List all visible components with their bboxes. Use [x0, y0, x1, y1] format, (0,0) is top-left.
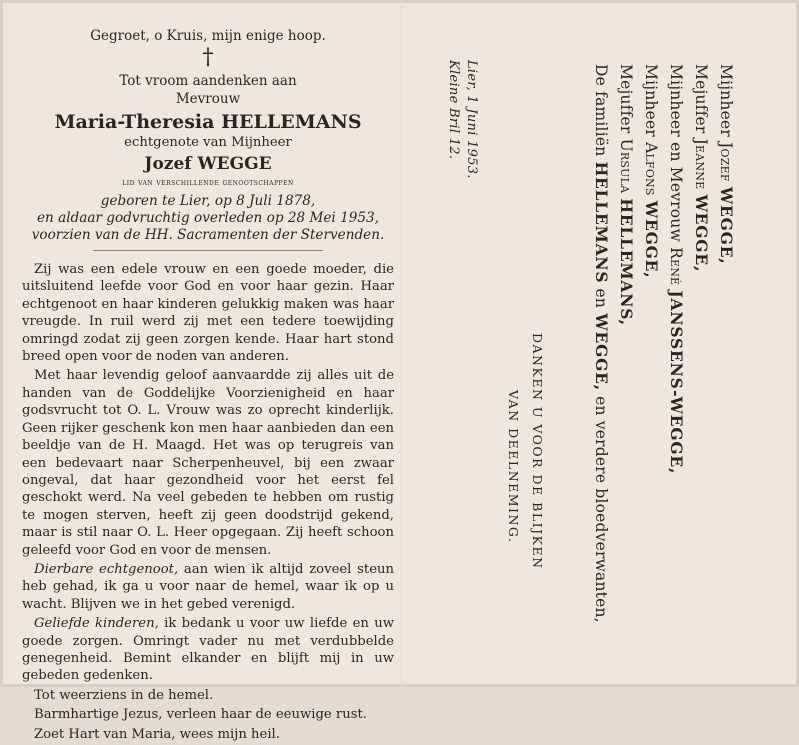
- family-last-name: JANSSENS-WEGGE,: [667, 290, 686, 475]
- spouse-name: [22, 153, 394, 175]
- born-line: geboren te Lier, op 8 Juli 1878,: [100, 193, 316, 210]
- family-line-5: [617, 64, 636, 326]
- deceased-first-name: Maria-Theresia: [54, 111, 215, 134]
- paragraph: Tot weerziens in de hemel.: [34, 687, 214, 703]
- family-conjunction: en: [592, 288, 610, 309]
- family-line-6: [592, 64, 611, 623]
- spouse-of-line: echtgenote van Mijnheer: [124, 135, 292, 151]
- divider: [93, 250, 323, 251]
- paragraph: [22, 561, 394, 613]
- paragraph: Zoet Hart van Maria, wees mijn heil.: [34, 726, 280, 742]
- sacraments-line: voorzien van de HH. Sacramenten der Stervenden.: [31, 227, 385, 244]
- family-suffix: en verdere bloedverwanten,: [592, 396, 610, 623]
- deceased-last-name: HELLEMANS: [221, 111, 362, 134]
- left-panel: [22, 14, 394, 745]
- family-prefix: De familiën: [592, 64, 610, 157]
- family-last-name: HELLEMANS,: [617, 198, 636, 326]
- paragraph: Met haar levendig geloof aanvaardde zij alles uit de handen van de Goddelijke Voorzienigheid en haar godsvrucht tot O. L. Vrouw was zo oprecht kinderlijk. Geen rijker geschenk kon men haar aanbieden dan een beeldje van de H. Maagd. Het was op terugreis van een bedevaart naar Scherpenheuvel, bij een zwaar ongeval, dat haar gezondheid voor het eerst fel geschokt werd. Na veel gebeden te hebben om rustig te mogen sterven, heeft zij geen doodstrijd gekend, maar is stil naar O. L. Heer opgegaan. Zij heeft schoon geleefd voor God en voor de mensen.: [22, 368, 394, 558]
- family-first-name: René: [667, 247, 685, 286]
- address-line: Kleine Bril 12.: [446, 60, 461, 160]
- family-line-4: [642, 64, 661, 278]
- paragraph-rest: aan wien ik altijd zoveel steun heb gehad, ik ga u voor naar de hemel, waar ik op u wacht. Blijven we in het gebed verenigd.: [22, 561, 394, 612]
- family-last-name: WEGGE,: [692, 194, 711, 273]
- family-prefix: Mijnheer: [717, 64, 735, 137]
- paragraph: [22, 615, 394, 685]
- spouse-last-name: WEGGE: [197, 153, 272, 174]
- family-first-name: Alfons: [642, 142, 660, 196]
- paragraph: Zij was een edele vrouw en een goede moeder, die uitsluitend leefde voor God en voor haar gezin. Haar echtgenoot en haar kinderen gelukkig maken was haar vreugde. In ruil werd zij met een tedere toewijding omringd zodat zij geen zorgen kende. Haar hart stond breed open voor de noden van anderen.: [22, 262, 394, 365]
- paragraph-rest: ik bedank u voor uw liefde en uw goede zorgen. Omringt vader nu met verdubbelde genegenheid. Bemint elkander en blijft mij in uw gebeden gedenken.: [22, 616, 394, 684]
- place-date-line: Lier, 1 Juni 1953.: [464, 60, 479, 179]
- deceased-name: [22, 110, 394, 134]
- family-last-name: WEGGE,: [642, 200, 661, 279]
- family-prefix: Mijnheer: [642, 64, 660, 137]
- greeting: Gegroet, o Kruis, mijn enige hoop.: [90, 28, 326, 44]
- cross-icon: †: [202, 45, 214, 71]
- body-text: [22, 261, 394, 743]
- right-panel: [402, 0, 799, 687]
- family-last-name: HELLEMANS: [592, 161, 611, 284]
- thanks-line-1: DANKEN U VOOR DE BLIJKEN: [530, 333, 545, 570]
- title-line: Mevrouw: [175, 90, 241, 107]
- spouse-first-name: Jozef: [144, 153, 192, 174]
- family-first-name: Ursula: [617, 138, 635, 194]
- family-line-3: [667, 64, 686, 474]
- family-last-name: WEGGE,: [592, 313, 611, 391]
- paragraph: Barmhartige Jezus, verleen haar de eeuwige rust.: [34, 707, 367, 723]
- family-line-2: [692, 64, 711, 272]
- died-line: en aldaar godvruchtig overleden op 28 Mei 1953,: [36, 210, 380, 227]
- society-line: lid van verschillende genootschappen: [122, 177, 294, 188]
- family-prefix: Mijnheer en Mevrouw: [667, 64, 685, 242]
- family-last-name: WEGGE,: [717, 186, 736, 265]
- thanks-line-2: VAN DEELNEMING.: [506, 390, 521, 544]
- family-line-1: [717, 64, 736, 265]
- paragraph-lead: Dierbare echtgenoot,: [34, 561, 179, 577]
- family-prefix: Mejuffer: [617, 64, 635, 134]
- family-first-name: Jeanne: [692, 138, 710, 190]
- in-memory-line: Tot vroom aandenken aan: [119, 73, 297, 90]
- family-prefix: Mejuffer: [692, 64, 710, 134]
- family-first-name: Jozef: [717, 142, 735, 182]
- paragraph-lead: Geliefde kinderen,: [34, 616, 159, 632]
